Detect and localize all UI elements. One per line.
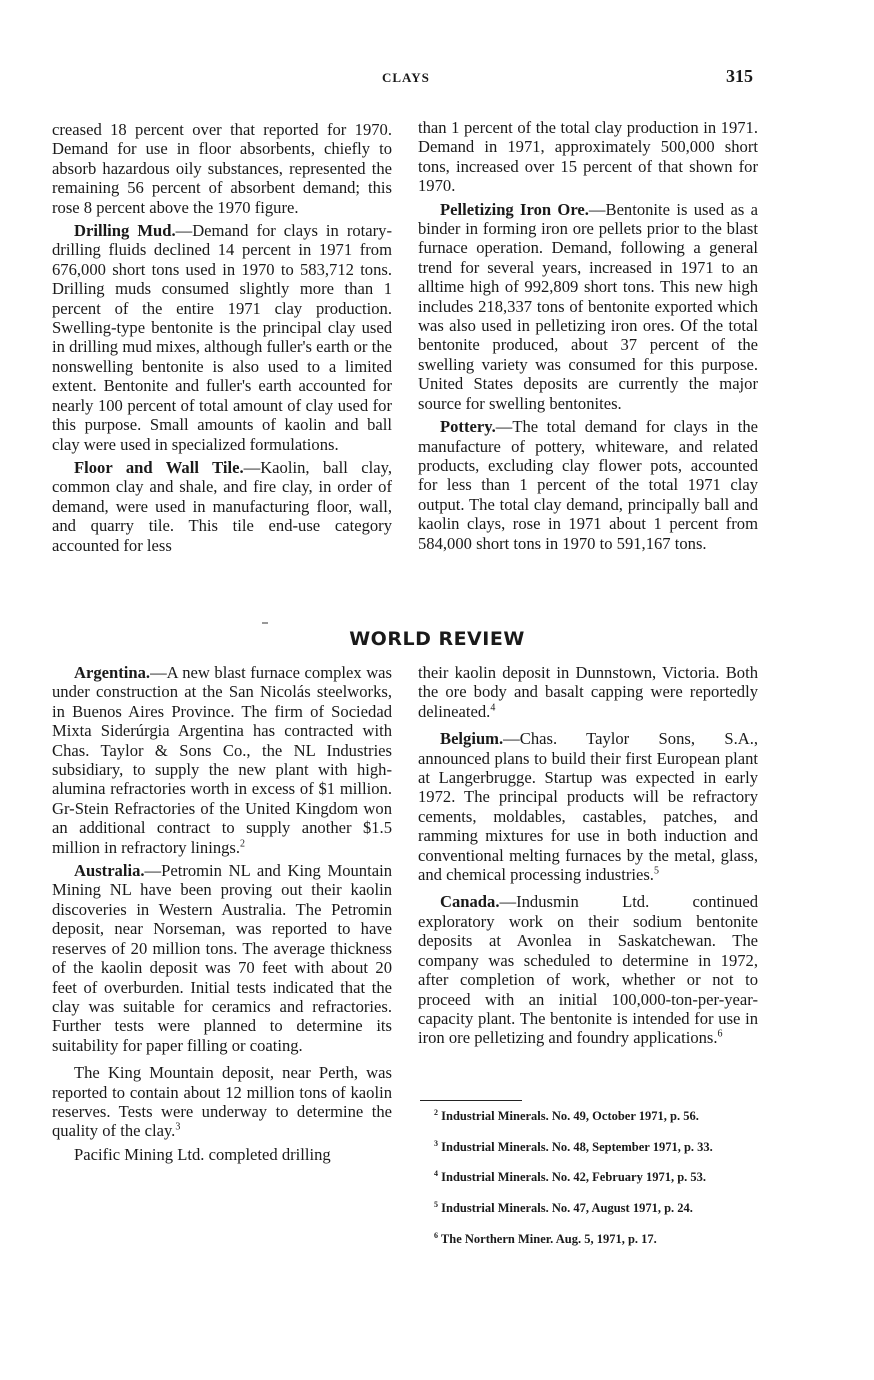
footnote: $^3$ Industrial Minerals. No. 48, September 1971, p. 33. [434,1138,713,1154]
paragraph-pottery: Pottery.—The total demand for clays in the manufacture of pottery, whiteware, and related products, excluding clay flower pots, accounted for less than 1 percent of the total 1971 clay output. The total clay demand, principally ball and kaolin clays, rose in 1971 about 1 percent from 584,000 short tons in 1970 to 591,167 tons. [418,417,758,553]
running-header [0,66,874,90]
footnote: $^2$ Industrial Minerals. No. 49, October 1971, p. 56. [434,1108,699,1124]
paragraph-australia: Australia.—Petromin NL and King Mountain Mining NL have been proving out their kaolin discoveries in Western Australia. The Petromin deposit, near Norseman, was reported to have reserves of 20 million tons. The average thickness of the kaolin deposit was 70 feet with about 20 feet of overburden. Initial tests indicated that the clay was suitable for ceramics and refractories. Further tests were planned to determine its suitability for paper filling or coating. [52,861,392,1055]
subheading-australia: Australia. [74,861,145,881]
column-bottom-right [418,663,758,1052]
footnotes [434,1106,764,1259]
footnote-ref[interactable]: 4 [490,702,496,714]
footnote: $^6$ The Northern Miner. Aug. 5, 1971, p. 17. [434,1230,657,1246]
subheading-pelletizing-iron-ore: Pelletizing Iron Ore. [440,199,589,219]
subheading-drilling-mud: Drilling Mud. [74,221,176,241]
running-title: CLAYS [382,70,430,85]
subheading-pottery: Pottery. [440,417,496,437]
subheading-floor-wall-tile: Floor and Wall Tile. [74,457,244,477]
subheading-argentina: Argentina. [74,663,151,682]
paragraph: than 1 percent of the total clay production in 1971. Demand in 1971, approximately 500,000 short tons, increased over 15 percent of that shown for 1970. [418,118,758,196]
footnote-ref[interactable]: 6 [717,1028,723,1040]
paragraph-pelletizing-iron-ore: Pelletizing Iron Ore.—Bentonite is used as a binder in forming iron ore pellets prior to the blast furnace operation. Demand, following a general trend for several years, increased in 1971 to an alltime high of 992,809 short tons. This new high includes 218,337 tons of bentonite exported which was also used in pelletizing iron ores. Of the total bentonite produced, about 37 percent of the swelling variety was consumed for this purpose. United States deposits are currently the major source for swelling bentonites. [418,199,758,413]
paragraph-canada: Canada.—Indusmin Ltd. continued exploratory work on their sodium bentonite deposits at Avonlea in Saskatchewan. The company was scheduled to determine in 1972, after completion of work, whether or not to proceed with an initial 100,000-ton-per-year-capacity plant. The bentonite is intended for use in iron ore pelletizing and foundry applications.$^6$ [418,892,758,1048]
footnote-rule [420,1100,522,1101]
paragraph: creased 18 percent over that reported for 1970. Demand for use in floor absorbents, chiefly to absorb hazardous oily substances, represented the remaining 56 percent of absorbent demand; this rose 8 percent above the 1970 figure. [52,120,392,217]
subheading-belgium: Belgium. [440,729,504,749]
page-number: 315 [726,66,753,86]
column-bottom-left [52,663,392,1168]
paragraph-belgium: Belgium.—Chas. Taylor Sons, S.A., announced plans to build their first European plant at Langerbrugge. Startup was expected in early 1972. The principal products will be refractory cements, moldables, castables, patches, and ramming mixtures for use in both induction and conventional melting furnaces by the metal, glass, and chemical processing industries.$^5$ [418,729,758,885]
subheading-canada: Canada. [440,892,500,912]
paragraph-drilling-mud: Drilling Mud.—Demand for clays in rotary-drilling fluids declined 14 percent in 1971 from 676,000 short tons used in 1970 to 583,712 tons. Drilling muds consumed slightly more than 1 percent of the entire 1971 clay production. Swelling-type bentonite is the principal clay used in drilling mud mixes, although fuller's earth or the nonswelling bentonite is also used to a limited extent. Bentonite and fuller's earth accounted for nearly 100 percent of total amount of clay used for this purpose. Small amounts of kaolin and ball clay were used in specialized formulations. [52,221,392,454]
section-heading: WORLD REVIEW [349,628,525,650]
print-mark [262,622,268,624]
footnote-ref[interactable]: 5 [653,865,659,877]
column-top-right [418,118,758,557]
paragraph: Pacific Mining Ltd. completed drilling [74,1144,331,1164]
paragraph: The King Mountain deposit, near Perth, was reported to contain about 12 million tons of kaolin reserves. Tests were underway to determine the quality of the clay.$^3$ [52,1063,392,1141]
paragraph-floor-wall-tile: Floor and Wall Tile.—Kaolin, ball clay, common clay and shale, and fire clay, in order of demand, were used in manufacturing floor, wall, and quarry tile. This tile end-use category accounted for less [52,457,393,555]
paragraph: their kaolin deposit in Dunnstown, Victoria. Both the ore body and basalt capping were reportedly delineated.$^4$ [418,663,758,721]
footnote: $^5$ Industrial Minerals. No. 47, August 1971, p. 24. [434,1199,693,1216]
column-top-left [52,120,392,559]
paragraph-argentina: Argentina.—A new blast furnace complex was under construction at the San Nicolás steelworks, in Buenos Aires Province. The firm of Sociedad Mixta Siderúrgia Argentina has contracted with Chas. Taylor & Sons Co., the NL Industries subsidiary, to supply the new plant with high-alumina refractories worth in excess of $1 million. Gr-Stein Refractories of the United Kingdom won an additional contract to supply another $1.5 million in refractory linings.$^2$ [52,663,392,857]
footnote: $^4$ Industrial Minerals. No. 42, February 1971, p. 53. [434,1169,707,1185]
footnote-ref[interactable]: 3 [175,1121,181,1133]
footnote-ref[interactable]: 2 [240,838,246,850]
